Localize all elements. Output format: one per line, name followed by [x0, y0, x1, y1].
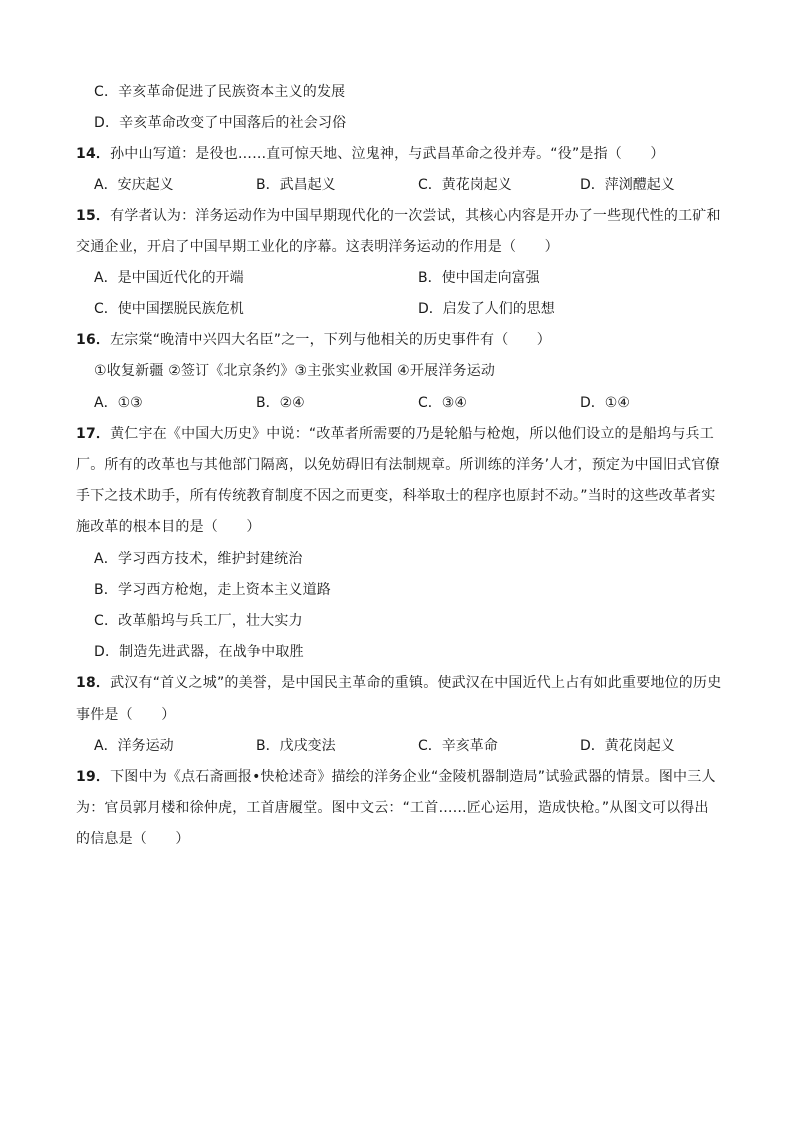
q15-option-b: B．使中国走向富强: [418, 270, 540, 286]
question-19: [76, 767, 716, 787]
question-14: [76, 144, 665, 164]
q15-option-d: D．启发了人们的思想: [418, 301, 555, 317]
question-17-cont-2: 手下之技术助手，所有传统教育制度不因之而更变，科举取士的程序也原封不动。”当时的这些改革者实: [76, 488, 716, 504]
question-number: 17．: [76, 426, 111, 442]
question-stem: 下图中为《点石斋画报•快枪述奇》描绘的洋务企业“金陵机器制造局”试验武器的情景。图中三人: [110, 769, 716, 785]
q18-option-d: D．黄花岗起义: [580, 738, 675, 754]
question-17-cont-3: 施改革的根本目的是（ ）: [76, 519, 261, 535]
question-19-cont-2: 的信息是（ ）: [76, 831, 190, 847]
q16-option-b: B．②④: [256, 395, 305, 411]
q17-option-b: B．学习西方枪炮，走上资本主义道路: [94, 582, 332, 598]
question-15: [76, 206, 721, 226]
question-stem: 黄仁宇在《中国大历史》中说：“改革者所需要的乃是轮船与枪炮，所以他们设立的是船坞与兵工: [110, 426, 714, 442]
q17-option-a: A．学习西方技术，维护封建统治: [94, 551, 303, 567]
q15-option-a: A．是中国近代化的开端: [94, 270, 244, 286]
q16-option-c: C．③④: [418, 395, 467, 411]
question-17-cont-1: 厂。所有的改革也与其他部门隔离，以免妨碍旧有法制规章。所训练的洋务’人才，预定为中国旧式官僚: [76, 457, 720, 473]
q18-option-a: A．洋务运动: [94, 738, 174, 754]
question-number: 16．: [76, 332, 111, 348]
question-stem: 孙中山写道：是役也……直可惊天地、泣鬼神，与武昌革命之役并寿。“役”是指（ ）: [110, 146, 665, 162]
question-17: [76, 424, 714, 444]
q13-option-c: C．辛亥革命促进了民族资本主义的发展: [94, 84, 346, 100]
q18-option-c: C．辛亥革命: [418, 738, 498, 754]
q14-option-a: A．安庆起义: [94, 177, 174, 193]
question-number: 19．: [76, 769, 111, 785]
q17-option-c: C．改革船坞与兵工厂，壮大实力: [94, 613, 303, 629]
question-number: 14．: [76, 146, 111, 162]
q18-option-b: B．戊戌变法: [256, 738, 336, 754]
q14-option-d: D．萍浏醴起义: [580, 177, 675, 193]
question-16: [76, 330, 551, 350]
question-19-cont-1: 为：官员郭月楼和徐仲虎，工首唐履堂。图中文云：“工首……匠心运用，造成快枪。”从图文可以得出: [76, 800, 709, 816]
question-stem: 左宗棠“晚清中兴四大名臣”之一，下列与他相关的历史事件有（ ）: [110, 332, 551, 348]
question-stem: 武汉有“首义之城”的美誉，是中国民主革命的重镇。使武汉在中国近代上占有如此重要地位的历史: [110, 675, 722, 691]
q14-option-c: C．黄花岗起义: [418, 177, 512, 193]
q15-option-c: C．使中国摆脱民族危机: [94, 301, 244, 317]
question-stem: 有学者认为：洋务运动作为中国早期现代化的一次尝试，其核心内容是开办了一些现代性的工矿和: [110, 208, 721, 224]
q13-option-d: D．辛亥革命改变了中国落后的社会习俗: [94, 115, 347, 131]
question-15-cont: 交通企业，开启了中国早期工业化的序幕。这表明洋务运动的作用是（ ）: [76, 239, 559, 255]
question-18: [76, 673, 721, 693]
q16-option-a: A．①③: [94, 395, 143, 411]
question-18-cont: 事件是（ ）: [76, 707, 176, 723]
q16-option-d: D．①④: [580, 395, 630, 411]
q14-option-b: B．武昌起义: [256, 177, 336, 193]
question-number: 15．: [76, 208, 111, 224]
question-number: 18．: [76, 675, 111, 691]
q16-items: ①收复新疆 ②签订《北京条约》③主张实业救国 ④开展洋务运动: [94, 363, 496, 379]
q17-option-d: D．制造先进武器，在战争中取胜: [94, 644, 304, 660]
